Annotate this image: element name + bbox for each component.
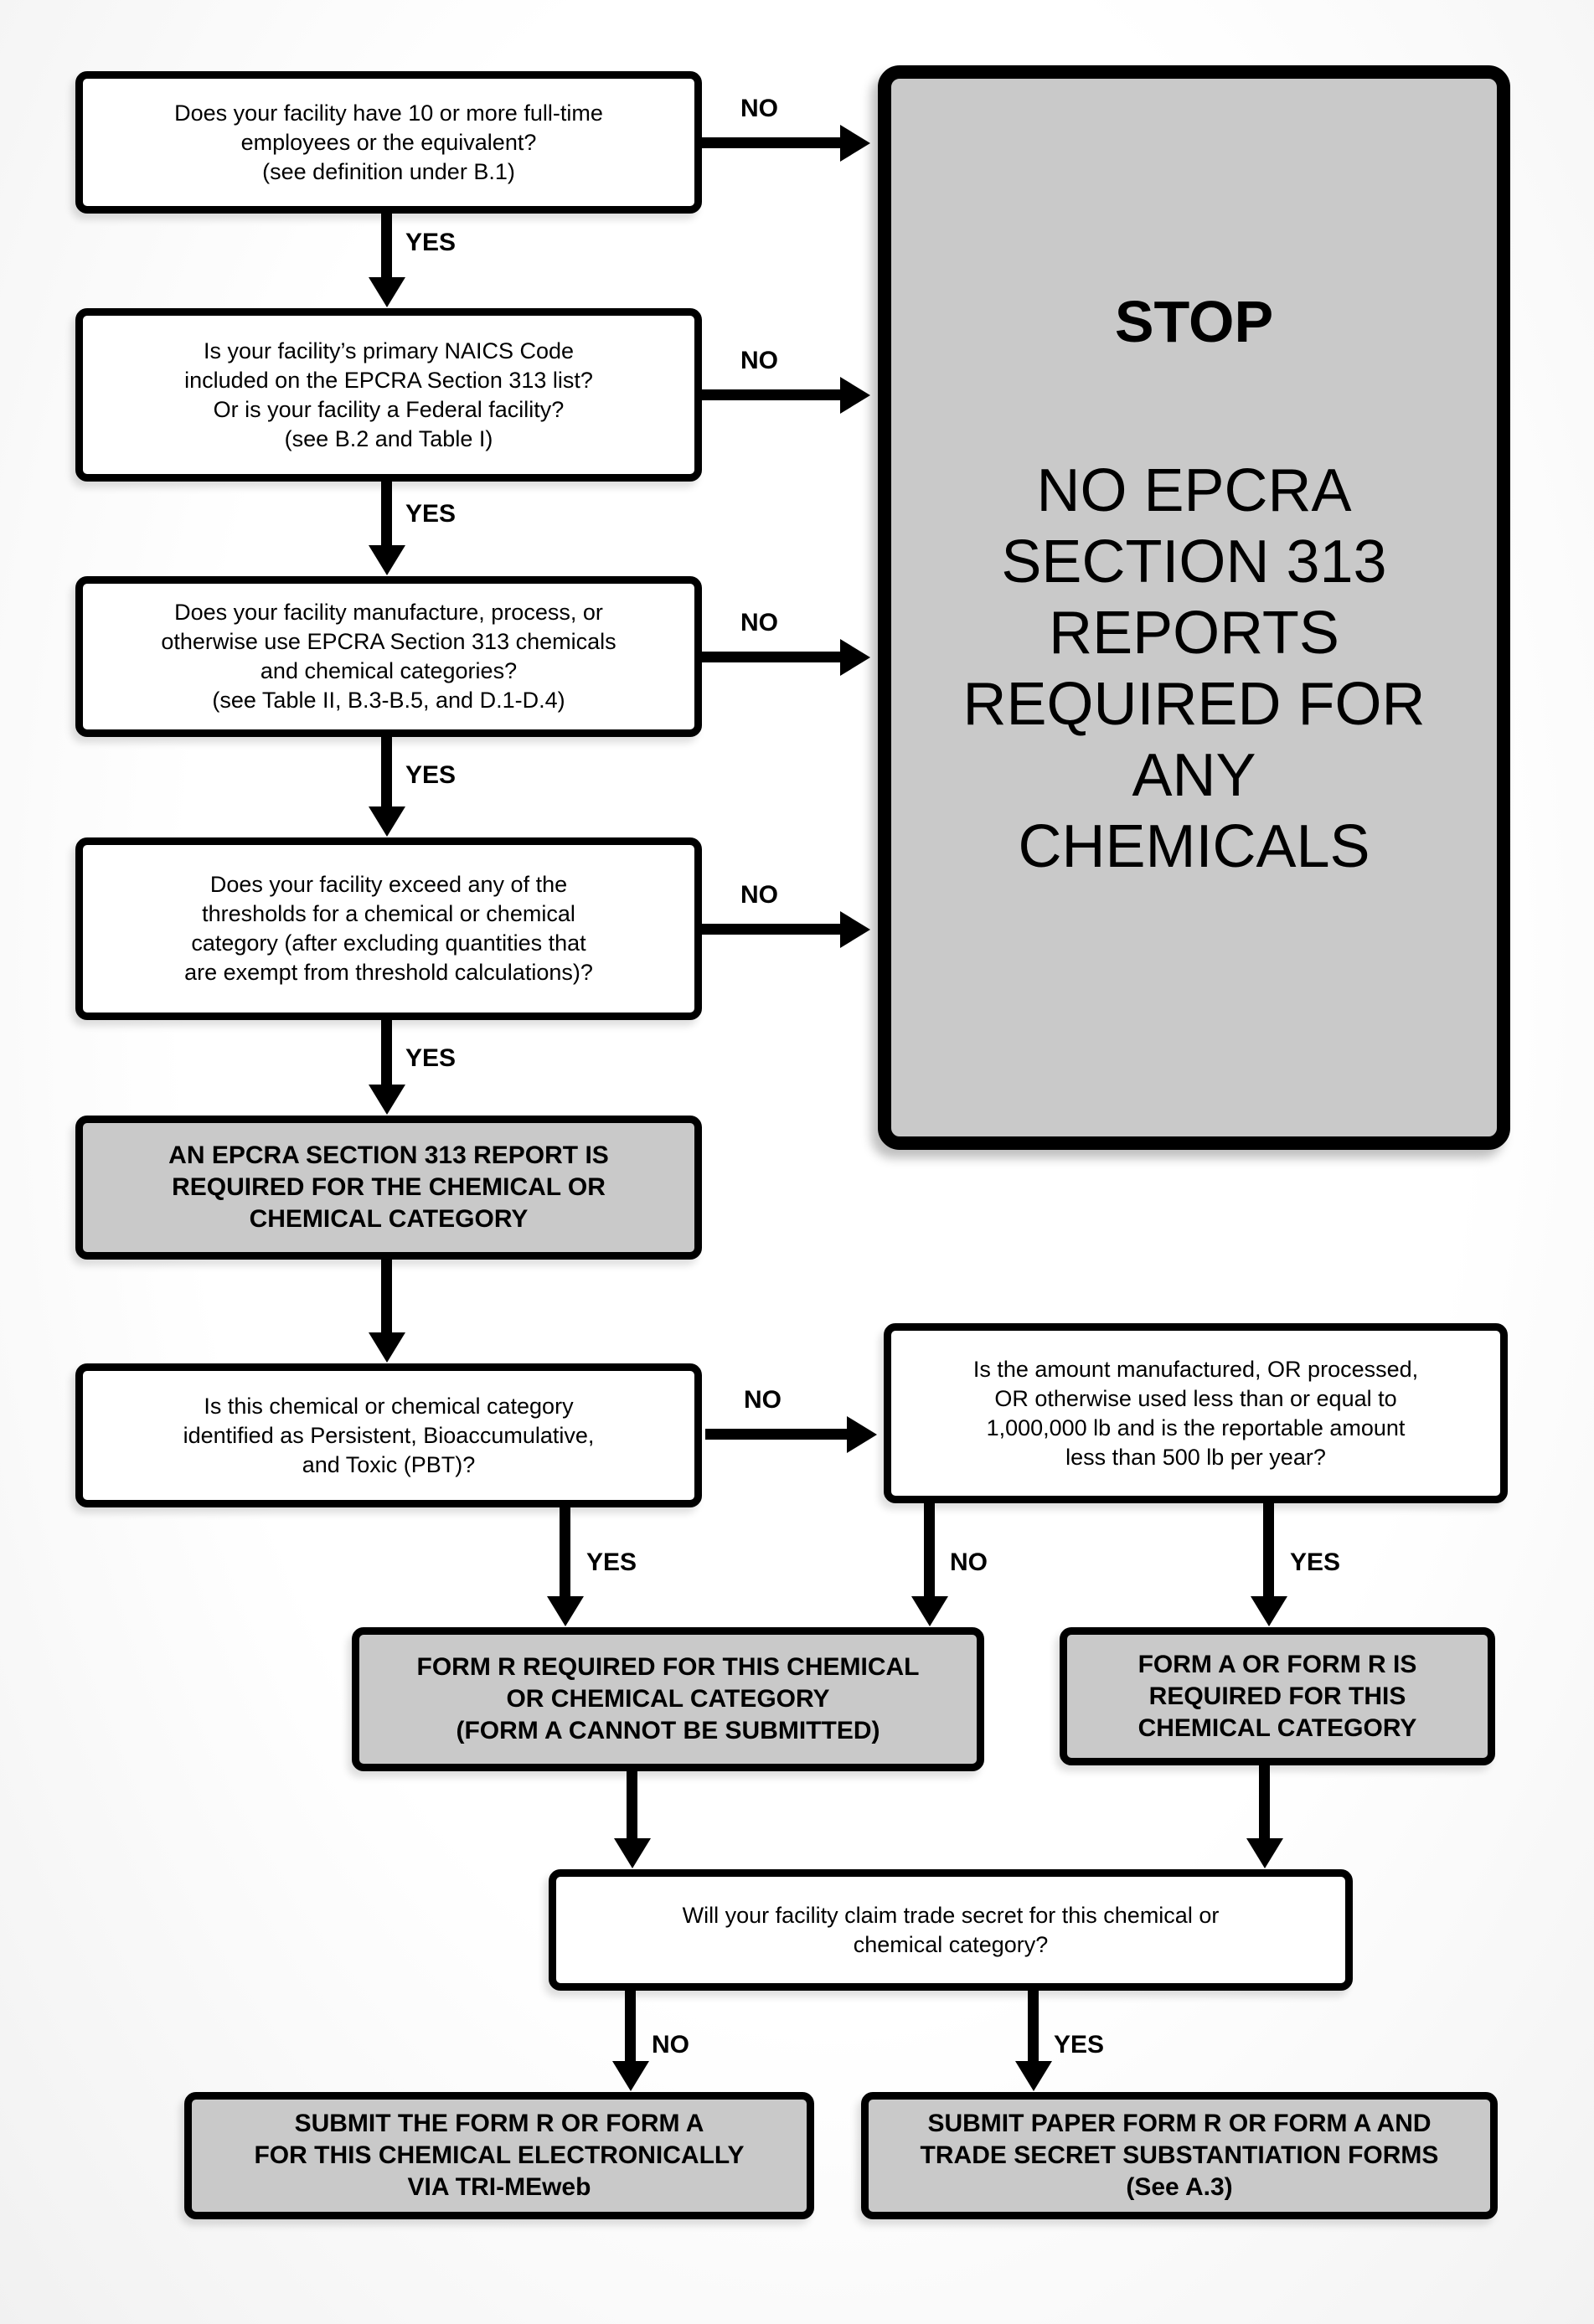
node-stop (878, 65, 1510, 1150)
edge-label-no-naics: NO (740, 347, 778, 374)
text-line: REQUIRED FOR THE CHEMICAL OR (172, 1173, 606, 1201)
edge-label-yes-threshold: YES (405, 1044, 457, 1072)
text-line: and chemical categories? (260, 658, 518, 683)
text-line: category (after excluding quantities that (191, 930, 586, 956)
text-line: identified as Persistent, Bioaccumulative, (183, 1422, 595, 1448)
edge-label-yes-employees: YES (405, 229, 457, 256)
arrow-no-trade-to-electronic (625, 1991, 636, 2062)
text-line: CHEMICALS (1018, 813, 1370, 880)
edge-label-yes-manufacture: YES (405, 761, 457, 789)
edge-label-no-trade: NO (652, 2031, 689, 2059)
node-q-amount (884, 1323, 1508, 1503)
edge-label-no-employees: NO (740, 95, 778, 122)
edge-label-no-pbt: NO (744, 1386, 782, 1414)
text-line: 1,000,000 lb and is the reportable amount (986, 1414, 1406, 1440)
arrow-no-naics-to-stop (702, 389, 841, 400)
node-submit-paper (861, 2092, 1498, 2219)
edge-label-yes-pbt: YES (586, 1548, 637, 1576)
text-line: included on the EPCRA Section 313 list? (184, 367, 593, 393)
arrow-yes-threshold-to-report (381, 1020, 392, 1085)
text-line: Does your facility manufacture, process, or (174, 600, 603, 625)
node-q-threshold (75, 837, 702, 1020)
node-q-pbt (75, 1363, 702, 1507)
edge-label-no-amount: NO (950, 1548, 988, 1576)
text-line: (see definition under B.1) (262, 158, 515, 184)
node-q-manufacture (75, 576, 702, 737)
text-line: chemical category? (853, 1931, 1049, 1957)
arrow-no-employees-to-stop (702, 137, 841, 148)
text-line: FOR THIS CHEMICAL ELECTRONICALLY (254, 2141, 745, 2169)
text-line: Does your facility exceed any of the (209, 872, 568, 897)
text-line: Is the amount manufactured, OR processed, (972, 1356, 1419, 1382)
text-line: are exempt from threshold calculations)? (184, 960, 593, 985)
edge-label-no-threshold: NO (740, 881, 778, 909)
edge-label-no-manufacture: NO (740, 609, 778, 636)
node-q-naics (75, 308, 702, 482)
text-line: AN EPCRA SECTION 313 REPORT IS (168, 1141, 609, 1169)
text-line: less than 500 lb per year? (1065, 1444, 1326, 1470)
text-line: TRADE SECRET SUBSTANTIATION FORMS (920, 2141, 1439, 2169)
text-line: FORM R REQUIRED FOR THIS CHEMICAL (416, 1653, 920, 1681)
text-line: REPORTS (1049, 600, 1339, 667)
text-line: NO EPCRA (1036, 457, 1352, 524)
text-line: Does your facility have 10 or more full-time (174, 100, 603, 126)
text-line: OR CHEMICAL CATEGORY (506, 1685, 830, 1713)
text-line: SUBMIT PAPER FORM R OR FORM A AND (927, 2110, 1432, 2137)
node-q-employees (75, 71, 702, 214)
text-line: FORM A OR FORM R IS (1137, 1650, 1417, 1678)
edge-label-yes-naics: YES (405, 500, 457, 528)
text-line: thresholds for a chemical or chemical (202, 901, 575, 926)
arrow-yes-pbt-to-form-r (560, 1507, 570, 1597)
node-form-r (352, 1627, 984, 1771)
text-line: CHEMICAL CATEGORY (249, 1205, 529, 1233)
arrow-yes-employees-to-naics (381, 214, 392, 278)
text-line: CHEMICAL CATEGORY (1137, 1713, 1417, 1742)
text-line: Will your facility claim trade secret for this chemical or (682, 1902, 1220, 1928)
arrow-form-r-to-trade-secret (627, 1771, 637, 1839)
text-line: REQUIRED FOR THIS (1148, 1682, 1406, 1710)
node-q-trade-secret (549, 1869, 1353, 1991)
text-line: Or is your facility a Federal facility? (213, 396, 565, 422)
text-line: SECTION 313 (1001, 528, 1387, 595)
arrow-no-threshold-to-stop (702, 924, 841, 935)
text-line: (See A.3) (1126, 2173, 1233, 2201)
edge-label-yes-amount: YES (1290, 1548, 1341, 1576)
node-submit-electronic (184, 2092, 814, 2219)
text-line: otherwise use EPCRA Section 313 chemicals (161, 629, 616, 654)
text-line: (see B.2 and Table I) (284, 425, 493, 451)
text-line: and Toxic (PBT)? (302, 1451, 476, 1477)
arrow-yes-manufacture-to-threshold (381, 737, 392, 807)
arrow-no-manufacture-to-stop (702, 652, 841, 662)
stop-body (962, 456, 1425, 883)
text-line: (see Table II, B.3-B.5, and D.1-D.4) (212, 688, 565, 713)
arrow-report-to-pbt (381, 1260, 392, 1333)
node-report-required (75, 1116, 702, 1260)
arrow-yes-trade-to-paper (1028, 1991, 1039, 2062)
arrow-yes-amount-to-form-a-or-r (1263, 1503, 1274, 1597)
edge-label-yes-trade: YES (1054, 2031, 1105, 2059)
node-form-a-or-r (1060, 1627, 1495, 1765)
text-line: VIA TRI-MEweb (407, 2173, 591, 2201)
text-line: REQUIRED FOR (962, 671, 1426, 738)
arrow-yes-naics-to-manufacture (381, 482, 392, 546)
arrow-form-a-or-r-to-trade-secret (1259, 1765, 1270, 1839)
arrow-no-pbt-to-amount (705, 1429, 848, 1440)
arrow-no-amount-to-form-r (924, 1503, 935, 1597)
text-line: OR otherwise used less than or equal to (994, 1385, 1397, 1411)
text-line: Is your facility’s primary NAICS Code (203, 338, 575, 363)
text-line: Is this chemical or chemical category (204, 1393, 574, 1419)
text-line: SUBMIT THE FORM R OR FORM A (294, 2110, 704, 2137)
text-line: ANY (1132, 742, 1256, 809)
text-line: (FORM A CANNOT BE SUBMITTED) (456, 1717, 880, 1744)
stop-title: STOP (1114, 289, 1274, 354)
text-line: employees or the equivalent? (240, 129, 537, 155)
